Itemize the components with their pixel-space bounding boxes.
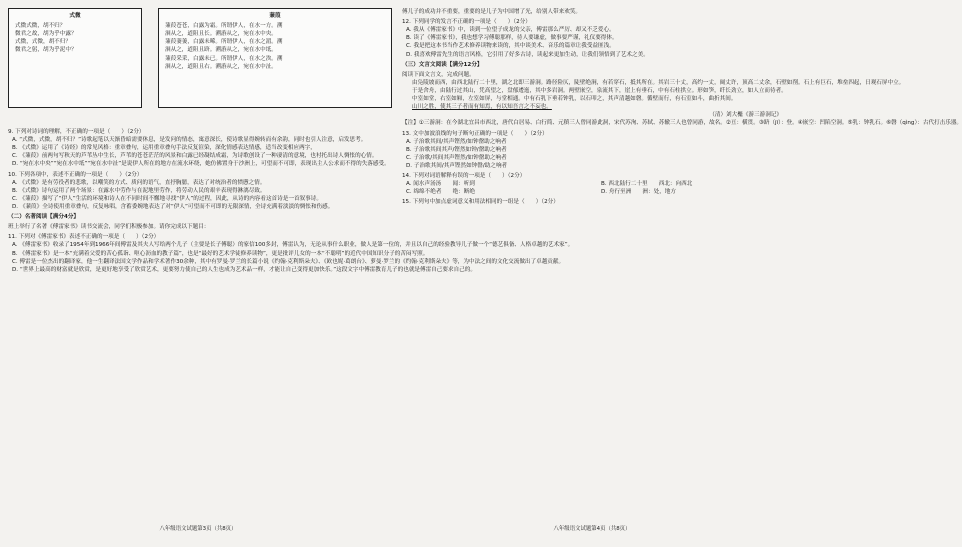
- question-12-option-d: D. 我喜欢傅雷先生的语言风格，它引用了好多古诗，读起来更加生动，让我们领悟到了艺术之美。: [406, 51, 649, 58]
- page-footer-right: 八年级语文试题第4页（共8页）: [553, 526, 631, 533]
- annotation-notes: 【注】①三游洞：在今湖北宜昌市西北，唐代白居易、白行简、元稹三人曾同游此洞，宋代苏洵、苏轼、苏辙三人也曾同游，故名。②亘：横贯。③跻（jī）：登。④嵌空：凹陷空洞。⑤乳：钟乳石。⑥磬（qìng）：古代打击乐器。: [402, 120, 962, 127]
- classical-paragraph: 由凫陵坡而西，由西北陆行二十里，湖之北即三游洞。路径险仄，陡壁绝涧，有若穿石，抵其所在。其岩三十丈，高约一丈，阔丈许，顶高二丈余，石壁如削。石上有巨石，堆垒四起，日观石屏中立。: [412, 79, 905, 86]
- question-10-stem: 10. 下列各项中，表述不正确的一项是（ ）（2分）: [8, 171, 143, 178]
- poem-box-shiwei: [8, 8, 142, 108]
- question-12-option-c: C. 我是把这本书当作艺术修养读物来读的，其中谈美术、音乐的篇章让我受益匪浅。: [406, 43, 615, 50]
- question-9-option-a: A. “式微，式微，胡不归？”诗歌起笔以天渐昏暗需要休息，是发问的情态，寓意深长，使诗歌显得婉转而有余韵，同时也引人注意，启发思考。: [12, 137, 367, 144]
- question-9-option-d: D. “宛在水中央”“宛在水中坻”“宛在水中沚”是说伊人所在的地方在流水环绕，她仿佛置身于沙洲上，可望而不可即，表现出主人公求而不得的失落感受。: [12, 161, 390, 168]
- question-10-option-d: D. 《蒹葭》全诗使用重章叠句，反复咏唱，含蓄委婉地表达了对“伊人”可望而不可即的无限深情，全诗充满着淡淡的惆怅和伤感。: [12, 203, 334, 210]
- classical-paragraph: 中室如堂，右室如厢，左室如屏，与堂相通。中有石乳下垂若钟乳，以石叩之，其声清越如磬。循壁而行，有石室如斗，曲折其间。: [412, 96, 737, 103]
- question-12-option-a: A. 我从《傅雷家书》中，读到一位望子成龙的父亲，傅雷那么严厉、却又不乏爱心。: [406, 27, 615, 34]
- question-11-option-b: B. 《傅雷家书》是一本“充满着父爱的苦心孤诣、呕心沥血的教子篇”，也是“最好的艺术学徒修养读物”，更是批评儿女的一本“不聪明”的近代中国知识分子的苦闷写照。: [12, 250, 429, 257]
- section-title-mingzhu: （二）名著阅读【满分4分】: [8, 214, 80, 221]
- question-14-options: [402, 180, 782, 196]
- question-13-option-c: C. 子治歌/其间其声铿然/如钟罄助之响者: [406, 154, 507, 161]
- question-11-option-c: C. 傅雷是一位杰出的翻译家，他一生翻译法国文学作品和学术著作30余种，其中有罗曼·罗兰的长篇小说《约翰·克利斯朵夫》、《欧也妮·葛朗台》、萝曼·罗兰的《约翰·克利斯朵夫》等，为中法之间的文化交流做出了卓越贡献。: [12, 258, 565, 265]
- page-footer-left: 八年级语文试题第3页（共8页）: [159, 526, 237, 533]
- question-10-option-c: C. 《蒹葭》描写了“伊人”生活的环境和诗人在不同时间不懈地寻找“伊人”的过程，因此，从诗的内容看这首诗是一首叙事诗。: [12, 195, 322, 202]
- poem-line: 蒹葭采采，白露未已。所谓伊人，在水之涘。溯: [165, 55, 283, 62]
- question-14-option-b: B. 西北陆行二十里 西北：向西北: [601, 181, 693, 188]
- question-10-option-a: A. 《式微》是有劳役者的悲歌，以嘲笑的方式、质问的语气，直抒胸臆，表达了对统治者的愤懑之情。: [12, 179, 266, 186]
- question-12-stem: 12. 下列同学的发言不正确的一项是（ ）（2分）: [402, 19, 531, 26]
- poem-line: 蒹葭萋萋，白露未晞。所谓伊人，在水之湄。溯: [165, 39, 283, 46]
- poem-line: 微君之躬，胡为乎泥中？: [15, 47, 77, 54]
- question-13-stem: 13. 文中加波浪线的句子断句正确的一项是（ ）（2分）: [402, 130, 548, 137]
- poem-line: 洄从之，道阻且长。溯游从之，宛在水中央。: [165, 31, 277, 38]
- question-14-stem: 14. 下列对词语解释有误的一项是（ ）（2分）: [402, 173, 526, 180]
- question-14-option-c: C. 绵绵不绝者 绝：断绝: [406, 189, 475, 196]
- question-14-option-d: D. 舟行至洲 洲：处，地方: [601, 189, 676, 196]
- poem-line: 微君之故，胡为乎中露？: [15, 31, 77, 38]
- question-12-option-b: B. 读了《傅雷家书》，我也想学习傅聪那样，待人要谦虚，做事要严谨，礼仪要得体。: [406, 35, 618, 42]
- poem-title: 式微: [69, 13, 81, 19]
- question-11-continuation: 傅儿子的成功并不重要，重要的是儿子为中国增了光，给别人带来欢笑。: [402, 9, 582, 15]
- poem-line: 式微式微，胡不归？: [15, 23, 66, 30]
- classical-paragraph: 于是舍舟，由陆行过其山，凭高望之，盘郁逶迤，其中多岩洞。两壁嵌空，泉流其下，崖上有垂石，中有石柱拱立。形如笋，纤长劲立，如人立而待者。: [412, 87, 787, 94]
- question-11-stem: 11. 下列对《傅雷家书》表述不正确的一项是（ ）（2分）: [8, 234, 160, 241]
- poem-line: 蒹葭苍苍，白露为霜。所谓伊人，在水一方。溯: [165, 23, 283, 30]
- poem-box-jianjia: [158, 8, 392, 108]
- poem-title: 蒹葭: [269, 13, 281, 19]
- poem-line: 式微，式微，胡不归？: [15, 39, 71, 46]
- question-13-option-d: D. 子治歌其间/其声铿然如钟罄/助之响者: [406, 162, 508, 169]
- poem-line: 洄从之，道阻且跻。溯游从之，宛在水中坻。: [165, 47, 277, 54]
- section-title-wenyan: （三）文言文阅读【满分12分】: [402, 61, 483, 68]
- question-10-option-b: B. 《式微》诗句运用了两个场景：在露水中劳作与在泥地里劳作，将劳动人民的艰辛表现得淋漓尽致。: [12, 187, 266, 194]
- question-9-stem: 9. 下列对诗词的理解，不正确的一项是（ ）（2分）: [8, 129, 145, 135]
- section-intro: 阅读下面文言文，完成问题。: [402, 71, 475, 78]
- section-intro: 班上举行了名著《傅雷家书》读书交流会，同学们积极参加。请你完成以下题目：: [8, 224, 210, 231]
- right-page: [402, 8, 962, 540]
- question-13-option-b: B. 子治歌其间其声/铿然如钟/罄助之响者: [406, 146, 507, 153]
- poem-line: 洄从之，道阻且右。溯游从之，宛在水中沚。: [165, 63, 277, 70]
- question-15-stem: 15. 下列句中加点虚词意义和用法相同的一组是（ ）（2分）: [402, 199, 559, 206]
- question-11-option-a: A. 《傅雷家书》收录了1954年到1966年间傅雷及其夫人写给两个儿子（主要是长子傅聪）的家信100多封，傅雷认为，无论从事什么职业，做人是第一位的，并且以自己的经验教导儿子做一个“德艺俱备、人格卓越的艺术家”。: [12, 242, 574, 249]
- classical-paragraph: 山川之胜，使其三子者而有知焉，有以知吾言之不妄也。: [412, 104, 552, 111]
- question-11-option-d: D. “世界上最高的财富就是欣赏，是更好地享受了欣赏艺术，更要努力使自己的人生也成为艺术品一样，才能让自己变得更加快乐。”这段文字中傅雷教育儿子的也就是傅雷自己要求自己的。: [12, 266, 476, 273]
- question-14-option-a: A. 闻水声汤汤 闻：听到: [406, 181, 475, 188]
- question-9-option-c: C. 《蒹葭》前两句写秋天的芦苇丛中生长，芦苇的苍苍茫茫的风景和白露已经凝结成霜，为诗歌创设了一种凄清的意境，也衬托出诗人惆怅的心情。: [12, 153, 378, 160]
- question-13-option-a: A. 子治歌其间/其声铿然/如钟罄助之响者: [406, 138, 507, 145]
- question-9-option-b: B. 《式微》运用了《诗经》的常见风格：重章叠句，运用重章叠句手法反复渲染，深化情感表达情感，适当改变相应两字，: [12, 145, 316, 152]
- source-citation: （清）刘大櫆《游三游洞记》: [709, 112, 782, 119]
